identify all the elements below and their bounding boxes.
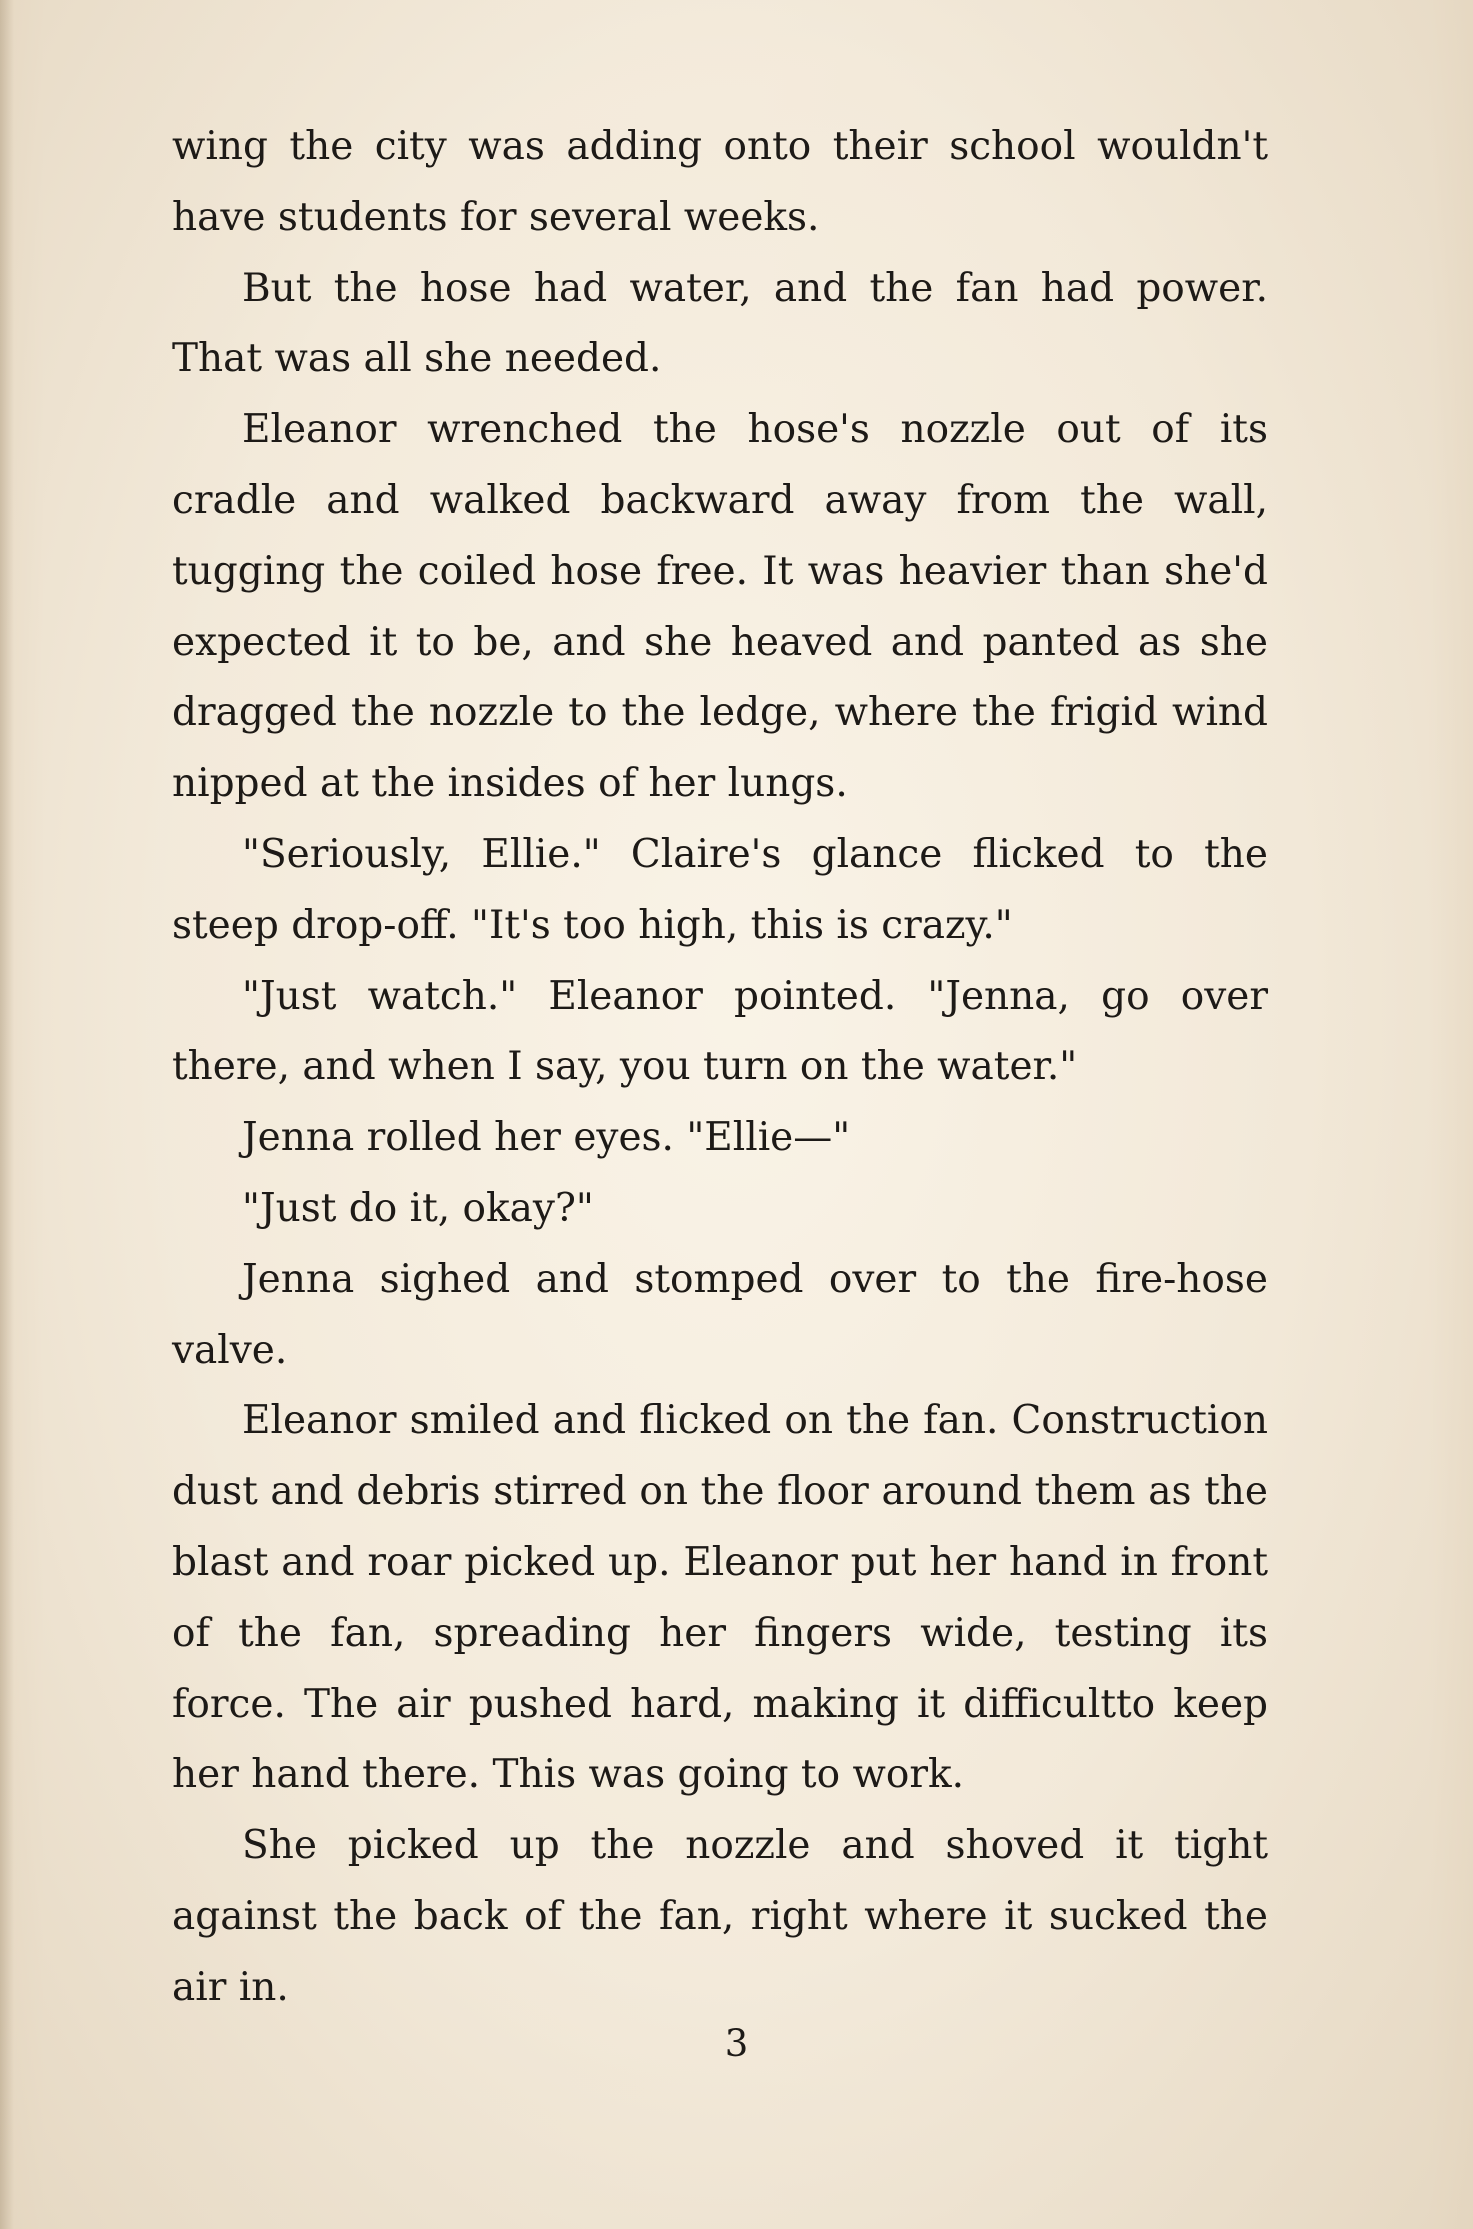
body-text bbox=[172, 112, 1268, 2024]
paragraph: wing the city was adding onto their school wouldn't have students for several weeks. bbox=[172, 124, 1268, 240]
page-number: 3 bbox=[724, 2022, 749, 2065]
paragraph: Eleanor wrenched the hose's nozzle out of its cradle and walked backward away from the wall, tugging the coiled hose free. It was heavier than she'd expected it to be, and she heaved and panted as she dragged the nozzle to the ledge, where the frigid wind nipped at the insides of her lungs. bbox=[172, 407, 1268, 807]
paragraph: Jenna rolled her eyes. "Ellie—" bbox=[242, 1115, 851, 1161]
paragraph: "Just do it, okay?" bbox=[242, 1185, 594, 1231]
paragraph: She picked up the nozzle and shoved it tight against the back of the fan, right where it sucked the air in. bbox=[172, 1823, 1268, 2010]
paragraph: But the hose had water, and the fan had power. That was all she needed. bbox=[172, 265, 1268, 382]
paragraph: "Seriously, Ellie." Claire's glance flicked to the steep drop-off. "It's too high, this is crazy." bbox=[172, 831, 1268, 948]
paragraph: Eleanor smiled and flicked on the fan. Construction dust and debris stirred on the floor around them as the blast and roar picked up. Eleanor put her hand in front of the fan, spreading her fingers wide, testing its force. The air pushed hard, making it difficultto keep her hand there. This was going to work. bbox=[172, 1398, 1268, 1798]
paragraph: Jenna sighed and stomped over to the fire-hose valve. bbox=[172, 1256, 1268, 1373]
paragraph: "Just watch." Eleanor pointed. "Jenna, go over there, and when I say, you turn on the water." bbox=[172, 973, 1268, 1090]
page-binding-shadow bbox=[0, 0, 14, 2229]
